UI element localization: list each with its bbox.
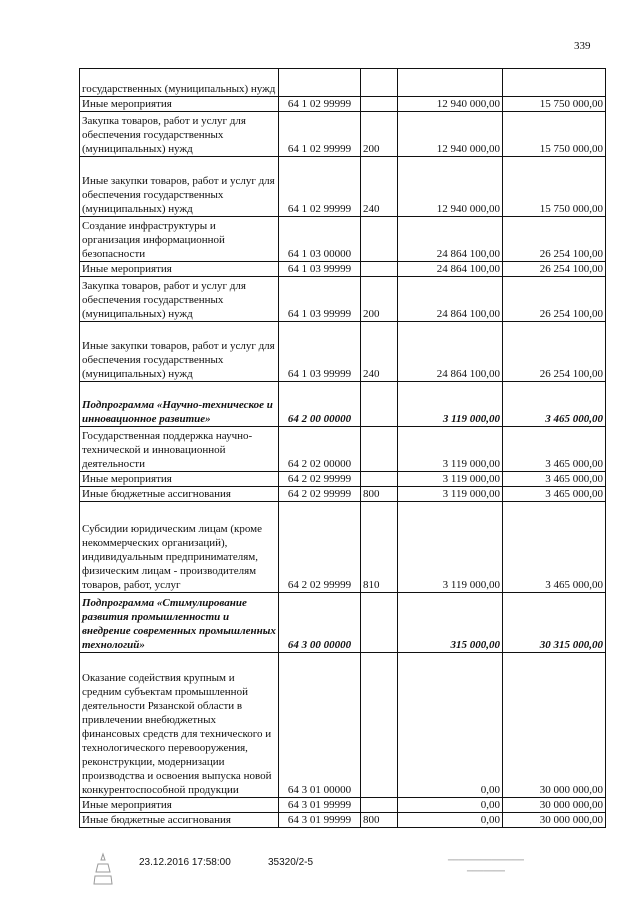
- row-code-cell: 64 3 00 00000: [279, 593, 361, 653]
- row-code-cell: 64 1 02 99999: [279, 112, 361, 157]
- row-amount-2017-cell: 24 864 100,00: [398, 217, 503, 262]
- table-row: [80, 487, 606, 502]
- row-amount-2018-cell: 30 000 000,00: [503, 798, 606, 813]
- table-row: [80, 813, 606, 828]
- table-row: [80, 472, 606, 487]
- row-amount-2018-cell: 26 254 100,00: [503, 322, 606, 382]
- row-type-cell: [361, 653, 398, 798]
- page-number: 339: [574, 40, 591, 52]
- table-row: [80, 798, 606, 813]
- row-type-cell: [361, 798, 398, 813]
- row-type-cell: 240: [361, 157, 398, 217]
- row-amount-2017-cell: [398, 69, 503, 97]
- table-row: [80, 382, 606, 427]
- row-type-cell: 800: [361, 487, 398, 502]
- row-name-cell: Закупка товаров, работ и услуг для обеспечения государственных (муниципальных) нужд: [80, 112, 279, 157]
- row-amount-2018-cell: 3 465 000,00: [503, 472, 606, 487]
- row-amount-2018-cell: 26 254 100,00: [503, 277, 606, 322]
- row-code-cell: 64 3 01 99999: [279, 798, 361, 813]
- row-amount-2017-cell: 315 000,00: [398, 593, 503, 653]
- table-row: [80, 157, 606, 217]
- row-amount-2018-cell: 15 750 000,00: [503, 157, 606, 217]
- table-row: [80, 97, 606, 112]
- row-amount-2018-cell: 3 465 000,00: [503, 382, 606, 427]
- table-row: [80, 112, 606, 157]
- row-type-cell: 800: [361, 813, 398, 828]
- row-name-cell: Субсидии юридическим лицам (кроме некоммерческих организаций), индивидуальным предпринимателям, физическим лицам - производителям товаров, работ, услуг: [80, 502, 279, 593]
- row-name-cell: Иные мероприятия: [80, 798, 279, 813]
- row-name-cell: Иные закупки товаров, работ и услуг для обеспечения государственных (муниципальных) нужд: [80, 322, 279, 382]
- row-code-cell: 64 2 02 99999: [279, 502, 361, 593]
- row-amount-2017-cell: 12 940 000,00: [398, 157, 503, 217]
- row-name-cell: Иные мероприятия: [80, 97, 279, 112]
- row-code-cell: 64 1 03 00000: [279, 217, 361, 262]
- row-type-cell: [361, 69, 398, 97]
- footer-doc-id: 35320/2-5: [268, 857, 314, 868]
- row-code-cell: 64 1 03 99999: [279, 322, 361, 382]
- row-amount-2018-cell: [503, 69, 606, 97]
- row-type-cell: 200: [361, 277, 398, 322]
- row-code-cell: 64 1 02 99999: [279, 157, 361, 217]
- row-amount-2017-cell: 0,00: [398, 813, 503, 828]
- row-amount-2017-cell: 3 119 000,00: [398, 502, 503, 593]
- footer-date: 23.12.2016 17:58:00: [139, 857, 231, 868]
- row-amount-2017-cell: 24 864 100,00: [398, 322, 503, 382]
- table-row: [80, 262, 606, 277]
- row-type-cell: [361, 97, 398, 112]
- row-amount-2017-cell: 3 119 000,00: [398, 427, 503, 472]
- row-type-cell: [361, 593, 398, 653]
- row-code-cell: 64 1 03 99999: [279, 277, 361, 322]
- row-name-cell: Оказание содействия крупным и средним субъектам промышленной деятельности Рязанской области в привлечении внебюджетных финансовых средств для технического и технологического перевооружения, реконструкции, модернизации производства и освоения выпуска новой конкурентоспособной продукции: [80, 653, 279, 798]
- row-amount-2018-cell: 30 000 000,00: [503, 813, 606, 828]
- row-amount-2018-cell: 3 465 000,00: [503, 502, 606, 593]
- row-amount-2018-cell: 3 465 000,00: [503, 427, 606, 472]
- row-code-cell: 64 2 02 00000: [279, 427, 361, 472]
- row-amount-2018-cell: 30 000 000,00: [503, 653, 606, 798]
- row-amount-2017-cell: 12 940 000,00: [398, 112, 503, 157]
- row-name-cell: Иные мероприятия: [80, 472, 279, 487]
- row-amount-2017-cell: 3 119 000,00: [398, 382, 503, 427]
- row-name-cell: Иные мероприятия: [80, 262, 279, 277]
- row-amount-2018-cell: 30 315 000,00: [503, 593, 606, 653]
- row-amount-2017-cell: 0,00: [398, 798, 503, 813]
- row-type-cell: [361, 382, 398, 427]
- row-name-cell: Создание инфраструктуры и организация информационной безопасности: [80, 217, 279, 262]
- row-type-cell: 240: [361, 322, 398, 382]
- stamp-mark: [92, 852, 114, 886]
- row-code-cell: 64 1 03 99999: [279, 262, 361, 277]
- table-row: [80, 322, 606, 382]
- row-name-cell: государственных (муниципальных) нужд: [80, 69, 279, 97]
- row-type-cell: [361, 427, 398, 472]
- row-name-cell: Подпрограмма «Научно-техническое и инновационное развитие»: [80, 382, 279, 427]
- row-type-cell: [361, 217, 398, 262]
- row-code-cell: 64 3 01 99999: [279, 813, 361, 828]
- budget-table: [79, 68, 606, 828]
- row-name-cell: Подпрограмма «Стимулирование развития промышленности и внедрение современных промышленных технологий»: [80, 593, 279, 653]
- row-type-cell: 200: [361, 112, 398, 157]
- row-type-cell: 810: [361, 502, 398, 593]
- row-code-cell: 64 1 02 99999: [279, 97, 361, 112]
- row-code-cell: [279, 69, 361, 97]
- row-code-cell: 64 3 01 00000: [279, 653, 361, 798]
- row-type-cell: [361, 262, 398, 277]
- row-amount-2017-cell: 3 119 000,00: [398, 487, 503, 502]
- table-row: [80, 277, 606, 322]
- row-name-cell: Иные бюджетные ассигнования: [80, 813, 279, 828]
- row-amount-2017-cell: 24 864 100,00: [398, 262, 503, 277]
- row-name-cell: Государственная поддержка научно-технической и инновационной деятельности: [80, 427, 279, 472]
- row-name-cell: Иные бюджетные ассигнования: [80, 487, 279, 502]
- row-amount-2018-cell: 26 254 100,00: [503, 217, 606, 262]
- row-name-cell: Иные закупки товаров, работ и услуг для обеспечения государственных (муниципальных) нужд: [80, 157, 279, 217]
- table-row: [80, 593, 606, 653]
- row-amount-2018-cell: 15 750 000,00: [503, 97, 606, 112]
- table-row: [80, 653, 606, 798]
- row-code-cell: 64 2 02 99999: [279, 487, 361, 502]
- table-row: [80, 217, 606, 262]
- row-code-cell: 64 2 00 00000: [279, 382, 361, 427]
- row-amount-2017-cell: 0,00: [398, 653, 503, 798]
- row-amount-2017-cell: 12 940 000,00: [398, 97, 503, 112]
- row-amount-2017-cell: 3 119 000,00: [398, 472, 503, 487]
- budget-table-body: [80, 69, 606, 828]
- row-name-cell: Закупка товаров, работ и услуг для обеспечения государственных (муниципальных) нужд: [80, 277, 279, 322]
- row-amount-2018-cell: 26 254 100,00: [503, 262, 606, 277]
- table-row: [80, 502, 606, 593]
- row-code-cell: 64 2 02 99999: [279, 472, 361, 487]
- table-row: [80, 69, 606, 97]
- faded-stamp-text: ━━━━━━━━━━━━━━ ━━━━━━━: [448, 855, 524, 876]
- table-row: [80, 427, 606, 472]
- row-type-cell: [361, 472, 398, 487]
- row-amount-2017-cell: 24 864 100,00: [398, 277, 503, 322]
- row-amount-2018-cell: 15 750 000,00: [503, 112, 606, 157]
- row-amount-2018-cell: 3 465 000,00: [503, 487, 606, 502]
